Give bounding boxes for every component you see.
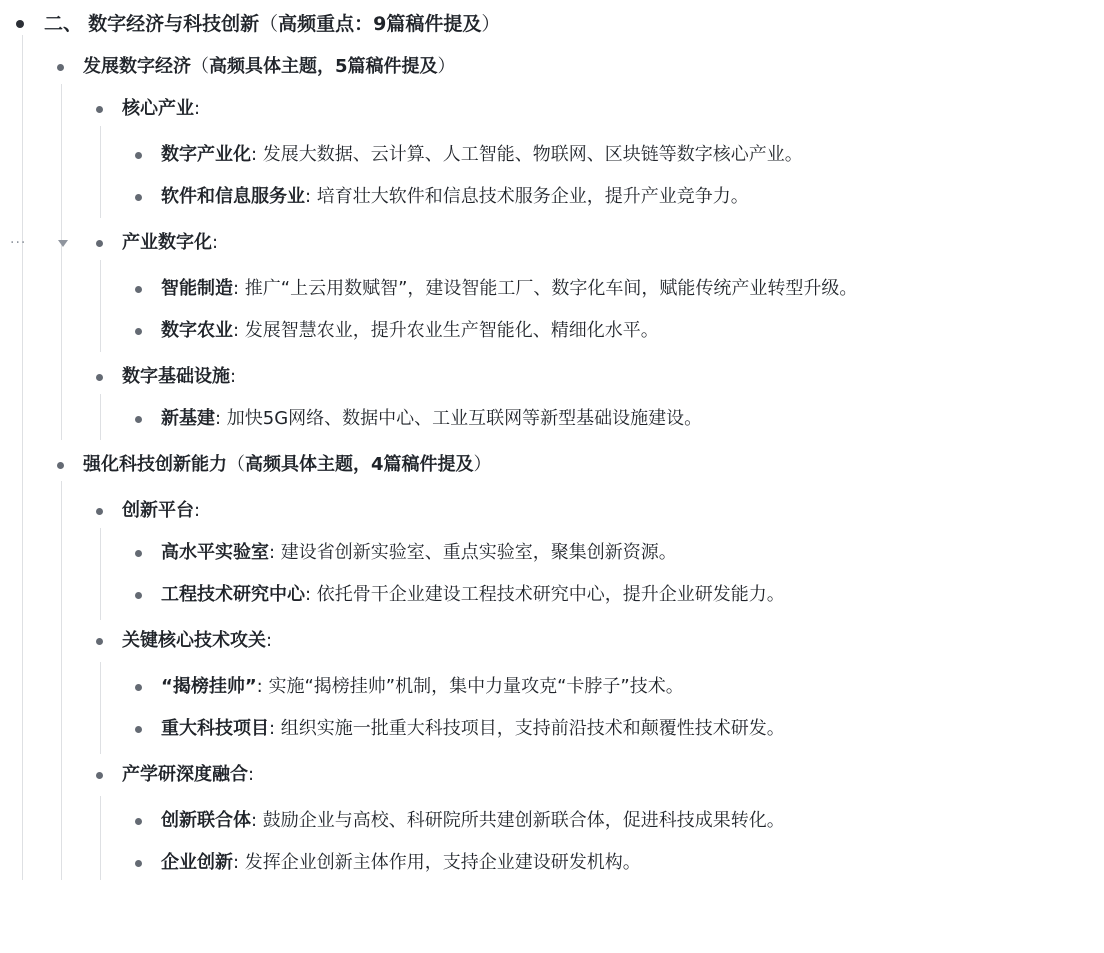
guide-line-level1 <box>22 35 23 880</box>
bullet-icon[interactable] <box>135 194 142 201</box>
bullet-icon[interactable] <box>135 860 142 867</box>
bullet-icon[interactable] <box>135 684 142 691</box>
bullet-icon[interactable] <box>135 726 142 733</box>
bullet-icon[interactable] <box>96 240 103 247</box>
bullet-icon[interactable] <box>135 550 142 557</box>
bullet-icon[interactable] <box>135 818 142 825</box>
guide-line-topic2 <box>61 481 62 880</box>
guide-line-group-core <box>100 126 101 218</box>
bullet-icon[interactable] <box>96 638 103 645</box>
bullet-icon[interactable] <box>96 508 103 515</box>
guide-line-group-keytech <box>100 662 101 754</box>
drag-handle-icon[interactable]: ··· <box>10 235 27 251</box>
guide-line-topic1 <box>61 84 62 440</box>
bullet-icon[interactable] <box>96 374 103 381</box>
bullet-icon[interactable] <box>57 462 64 469</box>
section-number: 二、 <box>44 13 83 35</box>
guide-line-group-digitalization <box>100 260 101 352</box>
section-title: 数字经济与科技创新 <box>88 13 260 35</box>
section-frequency: 高频重点：9篇稿件提及 <box>278 13 482 35</box>
bullet-icon[interactable] <box>96 106 103 113</box>
bullet-icon[interactable] <box>16 20 24 28</box>
guide-line-group-platform <box>100 528 101 620</box>
guide-line-group-integration <box>100 796 101 880</box>
bullet-icon[interactable] <box>96 772 103 779</box>
bullet-icon[interactable] <box>135 592 142 599</box>
bullet-icon[interactable] <box>135 286 142 293</box>
bullet-icon[interactable] <box>135 152 142 159</box>
collapse-triangle-icon[interactable] <box>58 240 68 247</box>
bullet-icon[interactable] <box>57 64 64 71</box>
bullet-icon[interactable] <box>135 416 142 423</box>
guide-line-group-infrastructure <box>100 394 101 440</box>
outline-node-industrial-digitalization[interactable]: ··· 产业数字化: <box>0 227 400 259</box>
bullet-icon[interactable] <box>135 328 142 335</box>
